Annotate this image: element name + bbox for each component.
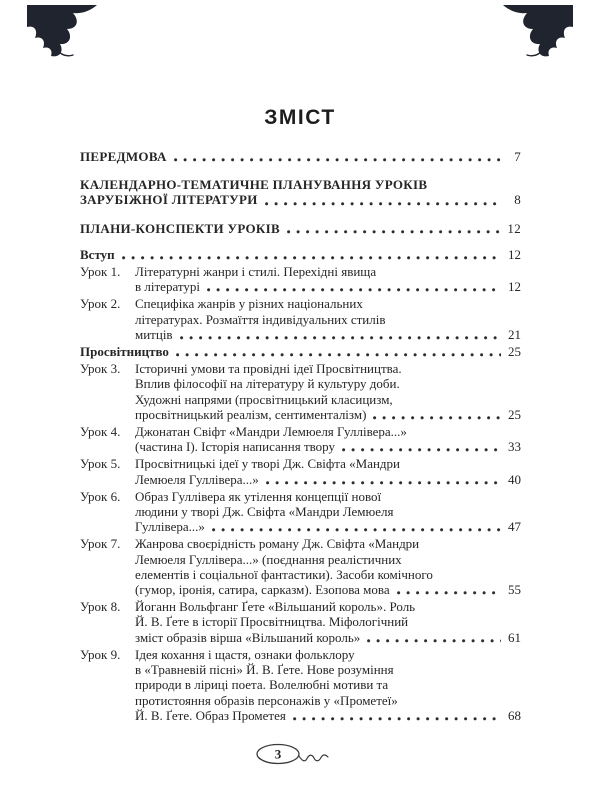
toc-line <box>135 407 521 422</box>
dotted-leader <box>176 353 501 357</box>
toc-entry-label: Урок 2. <box>80 296 121 312</box>
toc-list <box>80 149 521 723</box>
footer-flourish-icon <box>230 738 370 772</box>
toc-line <box>135 536 521 551</box>
toc-line-text: зміст образів вірша «Вільшаний король» <box>135 629 361 645</box>
toc-entry-label: Урок 7. <box>80 536 121 552</box>
toc-entry <box>80 149 521 164</box>
toc-line-text: Історичні умови та провідні ідеї Просвітництва. <box>135 361 402 377</box>
toc-line <box>135 552 521 567</box>
toc-line <box>135 630 521 645</box>
toc-line-text: (гумор, іронія, сатира, сарказм). Езопова мова <box>135 582 390 598</box>
toc-entry <box>80 424 521 454</box>
page-title: ЗМІСТ <box>264 106 336 129</box>
toc-line <box>135 599 521 614</box>
toc-line-text: Ідея кохання і щастя, ознаки фольклору <box>135 646 355 662</box>
toc-page-number: 12 <box>507 220 521 236</box>
dotted-leader <box>367 639 501 643</box>
toc-line <box>135 472 521 487</box>
toc-line-text: Гуллівера...» <box>135 519 205 535</box>
toc-line <box>80 192 521 207</box>
toc-line <box>135 662 521 677</box>
toc-line-text: Лемюеля Гуллівера...» <box>135 471 259 487</box>
toc-line <box>135 582 521 597</box>
toc-page-number: 61 <box>508 629 521 645</box>
toc-page-number: 55 <box>508 582 521 598</box>
dotted-leader <box>180 336 501 340</box>
toc-entry <box>80 221 521 236</box>
toc-line <box>80 177 521 192</box>
toc-line-text: Й. В. Ґете. Образ Прометея <box>135 707 286 723</box>
toc-line-text: ПЕРЕДМОВА <box>80 149 167 164</box>
toc-line <box>135 392 521 407</box>
corner-ornament-left-icon <box>27 5 97 59</box>
toc-entry-lines <box>80 221 521 236</box>
toc-line-text: Вступ <box>80 246 115 262</box>
toc-page-number: 68 <box>508 707 521 723</box>
toc-entry <box>80 489 521 535</box>
toc-line <box>135 456 521 471</box>
toc-page-number: 12 <box>508 279 521 295</box>
toc-entry-label: Урок 3. <box>80 361 121 377</box>
toc-entry-lines <box>135 599 521 645</box>
toc-page-number: 40 <box>508 471 521 487</box>
toc-line <box>135 361 521 376</box>
dotted-leader <box>174 158 501 162</box>
toc-page-number: 25 <box>508 344 521 360</box>
toc-entry-lines <box>80 177 521 207</box>
toc-entry-lines <box>135 424 521 454</box>
toc-line-text: Лемюеля Гуллівера...» (поєднання реалістичних <box>135 551 402 567</box>
toc-line-text: протистояння образів персонажів у «Прометеї» <box>135 692 398 708</box>
page-number: 3 <box>274 746 282 762</box>
toc-line-text: Вплив філософії на літературу й культуру доби. <box>135 376 400 392</box>
toc-page-number: 33 <box>508 439 521 455</box>
toc-line-text: Специфіка жанрів у різних національних <box>135 296 363 312</box>
toc-line <box>135 567 521 582</box>
toc-line <box>135 312 521 327</box>
dotted-leader <box>397 591 501 595</box>
toc-line <box>135 489 521 504</box>
toc-line-text: Образ Гуллівера як утілення концепції нової <box>135 488 382 504</box>
dotted-leader <box>373 416 501 420</box>
toc-entry <box>80 536 521 597</box>
toc-entry-lines <box>80 247 521 262</box>
page-footer <box>0 738 600 772</box>
toc-line-text: Жанрова своєрідність роману Дж. Свіфта «Мандри <box>135 536 420 552</box>
dotted-leader <box>207 288 501 292</box>
toc-line-text: просвітницький реалізм, сентименталізм) <box>135 406 367 422</box>
dotted-leader <box>122 256 501 260</box>
toc-line-text: митців <box>135 326 173 342</box>
toc-line <box>135 439 521 454</box>
toc-line <box>135 693 521 708</box>
corner-ornament-right-icon <box>503 5 573 59</box>
toc-page-number: 7 <box>514 149 521 164</box>
toc-line <box>80 221 521 236</box>
toc-line-text: Просвітництво <box>80 344 169 360</box>
toc-line-text: ЗАРУБІЖНОЇ ЛІТЕРАТУРИ <box>80 192 258 208</box>
toc-entry-label: Урок 8. <box>80 599 121 615</box>
toc-entry-label: Урок 1. <box>80 264 121 280</box>
dotted-leader <box>265 202 501 206</box>
toc-entry-label: Урок 4. <box>80 424 121 440</box>
toc-line-text: літературах. Розмаїття індивідуальних стилів <box>135 311 386 327</box>
toc-line-text: Просвітницькі ідеї у творі Дж. Свіфта «Мандри <box>135 456 401 472</box>
toc-line <box>80 247 521 262</box>
toc-line <box>135 647 521 662</box>
toc-entry-lines <box>135 536 521 597</box>
toc-line-text: Йоганн Вольфганг Ґете «Вільшаний король». Роль <box>135 599 416 615</box>
toc-entry <box>80 247 521 262</box>
toc-line <box>80 149 521 164</box>
toc-entry <box>80 599 521 645</box>
toc-page-number: 21 <box>508 326 521 342</box>
toc-entry-label: Урок 5. <box>80 456 121 472</box>
toc-line-text: в «Травневій пісні» Й. В. Ґете. Нове розуміння <box>135 662 394 678</box>
toc-entry <box>80 647 521 723</box>
toc-line <box>135 504 521 519</box>
toc-entry-lines <box>80 149 521 164</box>
toc-entry-lines <box>135 456 521 486</box>
toc-line-text: природи в ліриці поета. Волелюбні мотиви та <box>135 677 389 693</box>
toc-line-text: Й. В. Ґете в історії Просвітництва. Міфологічний <box>135 614 409 630</box>
toc-line-text: Літературні жанри і стилі. Перехідні явища <box>135 264 377 280</box>
toc-page-number: 25 <box>508 406 521 422</box>
toc-entry <box>80 344 521 359</box>
toc-line <box>135 279 521 294</box>
toc-line <box>135 327 521 342</box>
toc-line-text: (частина І). Історія написання твору <box>135 439 336 455</box>
toc-line-text: Художні напрями (просвітницький класицизм, <box>135 391 393 407</box>
toc-page-number: 8 <box>514 192 521 208</box>
toc-page-number: 47 <box>508 519 521 535</box>
toc-entry-lines <box>135 296 521 342</box>
toc-line-text: людини у творі Дж. Свіфта «Мандри Лемюеля <box>135 504 394 520</box>
toc-line <box>135 519 521 534</box>
toc-line <box>135 708 521 723</box>
dotted-leader <box>212 528 501 532</box>
toc-line-text: КАЛЕНДАРНО-ТЕМАТИЧНЕ ПЛАНУВАННЯ УРОКІВ <box>80 177 428 193</box>
dotted-leader <box>342 448 501 452</box>
toc-line <box>135 614 521 629</box>
toc-entry <box>80 361 521 422</box>
toc-line-text: Джонатан Свіфт «Мандри Лемюеля Гуллівера...» <box>135 424 407 440</box>
toc-entry-lines <box>135 647 521 723</box>
toc-entry <box>80 177 521 207</box>
toc-line-text: в літературі <box>135 279 200 295</box>
toc-entry <box>80 456 521 486</box>
toc-entry-label: Урок 6. <box>80 488 121 504</box>
toc-line <box>135 264 521 279</box>
toc-line-text: ПЛАНИ-КОНСПЕКТИ УРОКІВ <box>80 220 280 236</box>
toc-entry-lines <box>135 489 521 535</box>
toc-page-number: 12 <box>508 246 521 262</box>
dotted-leader <box>287 230 501 234</box>
toc-entry <box>80 264 521 294</box>
toc-entry-lines <box>80 344 521 359</box>
dotted-leader <box>266 481 501 485</box>
toc-line <box>135 376 521 391</box>
toc-line <box>135 296 521 311</box>
toc-line <box>80 344 521 359</box>
toc-entry-lines <box>135 264 521 294</box>
toc-line <box>135 677 521 692</box>
toc-line-text: елементів і соціальної фантастики). Засоби комічного <box>135 566 433 582</box>
toc-entry <box>80 296 521 342</box>
toc-line <box>135 424 521 439</box>
dotted-leader <box>293 717 501 721</box>
toc-entry-lines <box>135 361 521 422</box>
toc-entry-label: Урок 9. <box>80 646 121 662</box>
